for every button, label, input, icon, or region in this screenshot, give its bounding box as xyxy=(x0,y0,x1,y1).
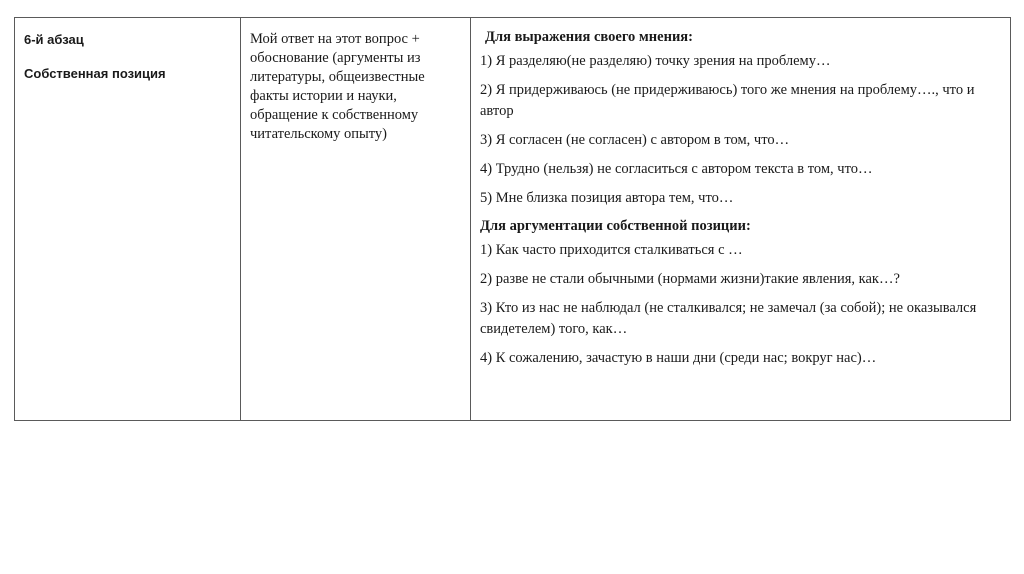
opinion-phrase: 5) Мне близка позиция автора тем, что… xyxy=(480,190,734,206)
opinion-phrase: 2) Я придерживаюсь (не придерживаюсь) того же мнения на проблему…., что и автор xyxy=(480,82,975,119)
opinion-heading: Для выражения своего мнения: xyxy=(485,29,693,45)
phrases-cell xyxy=(471,18,1010,420)
opinion-phrase: 1) Я разделяю(не разделяю) точку зрения на проблему… xyxy=(480,53,831,69)
paragraph-topic: Собственная позиция xyxy=(24,66,166,81)
argument-phrase: 1) Как часто приходится сталкиваться с … xyxy=(480,242,743,258)
opinion-phrase: 3) Я согласен (не согласен) с автором в том, что… xyxy=(480,132,790,148)
argument-heading: Для аргументации собственной позиции: xyxy=(480,218,751,234)
essay-structure-table xyxy=(14,17,1011,421)
content-description: Мой ответ на этот вопрос + обоснование (аргументы из литературы, общеизвестные факты истории и науки, обращение к собственному читательскому опыту) xyxy=(250,31,425,142)
opinion-phrase: 4) Трудно (нельзя) не согласиться с автором текста в том, что… xyxy=(480,161,873,177)
paragraph-label-cell xyxy=(15,18,241,420)
paragraph-number: 6-й абзац xyxy=(24,32,84,47)
argument-phrase: 4) К сожалению, зачастую в наши дни (среди нас; вокруг нас)… xyxy=(480,350,877,366)
content-description-cell xyxy=(241,18,471,420)
argument-phrase: 3) Кто из нас не наблюдал (не сталкивался; не замечал (за собой); не оказывался свидетелем) того, как… xyxy=(480,300,977,337)
argument-phrase: 2) разве не стали обычными (нормами жизни)такие явления, как…? xyxy=(480,271,900,287)
